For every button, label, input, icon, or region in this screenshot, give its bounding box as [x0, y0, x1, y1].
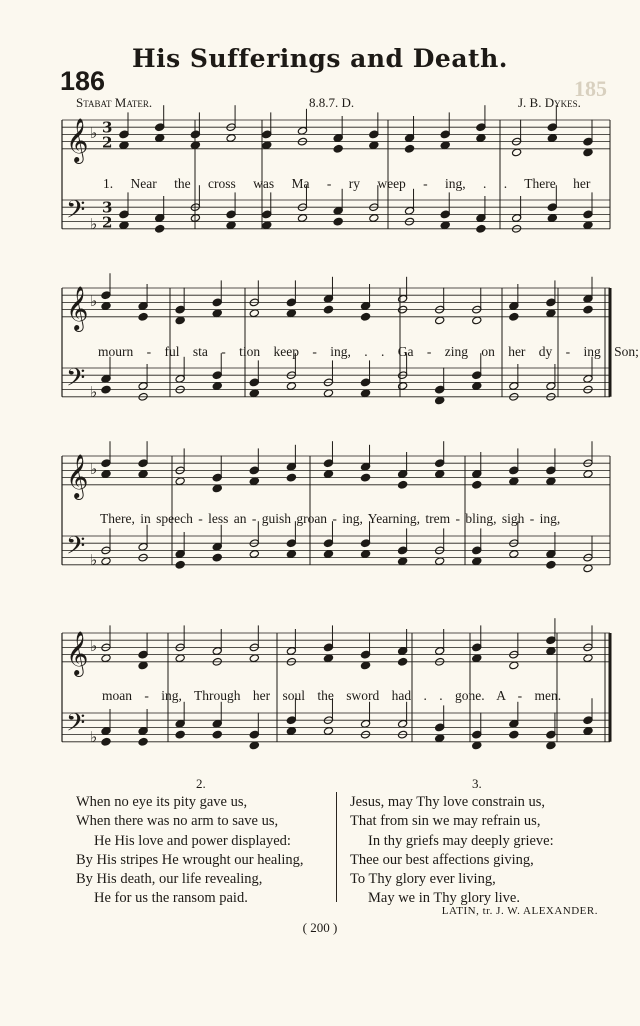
verse-2-line: He His love and power displayed:: [94, 832, 291, 849]
note-head: [398, 382, 408, 391]
note-head: [509, 312, 519, 321]
note-head: [369, 214, 379, 223]
note-head: [398, 657, 408, 666]
note-head: [262, 141, 272, 150]
note-head: [509, 661, 519, 670]
note-head: [101, 737, 111, 746]
lyric-line-4: moan - ing, Through her soul the sword had . . gone. A - men.: [102, 688, 562, 703]
verse-2-number: 2.: [196, 776, 206, 791]
verse-3-line: May we in Thy glory live.: [368, 890, 520, 907]
note-head: [226, 134, 236, 143]
note-head: [435, 316, 445, 325]
flat-icon: ♭: [90, 637, 98, 655]
note-head: [249, 477, 259, 486]
note-head: [509, 730, 519, 739]
note-head: [360, 550, 370, 559]
note-head: [583, 564, 593, 573]
note-head: [226, 221, 236, 230]
note-head: [360, 661, 370, 670]
verse-2-line: By His stripes He wrought our healing,: [76, 851, 304, 868]
note-head: [360, 312, 370, 321]
verse-2-line: He for us the ransom paid.: [94, 890, 248, 907]
note-head: [175, 654, 185, 663]
note-head: [546, 647, 556, 656]
note-head: [472, 382, 482, 391]
note-head: [547, 214, 557, 223]
verse-3-line: In thy griefs may deeply grieve:: [368, 832, 554, 849]
note-head: [509, 550, 519, 559]
note-head: [476, 224, 486, 233]
note-head: [249, 550, 259, 559]
note-head: [323, 305, 333, 314]
note-head: [472, 741, 482, 750]
flat-icon: ♭: [90, 727, 98, 746]
note-head: [249, 741, 259, 750]
note-head: [212, 382, 222, 391]
note-head: [323, 727, 333, 736]
note-head: [472, 316, 482, 325]
verse-2-line: When there was no arm to save us,: [76, 813, 279, 830]
note-head: [583, 305, 593, 314]
note-head: [249, 309, 259, 318]
note-head: [472, 557, 482, 566]
lyric-line-3: There, in speech - less an - guish groan - ing, Yearning, trem - bling, sigh - ing,: [100, 511, 561, 526]
note-head: [101, 470, 111, 479]
note-head: [323, 389, 333, 398]
note-head: [286, 727, 296, 736]
time-signature: 3: [102, 198, 113, 217]
note-head: [546, 477, 556, 486]
note-head: [212, 730, 222, 739]
flat-icon: ♭: [90, 460, 98, 478]
note-head: [101, 302, 111, 311]
note-head: [583, 727, 593, 736]
flat-icon: ♭: [90, 292, 98, 310]
note-head: [155, 224, 165, 233]
note-head: [360, 389, 370, 398]
note-head: [546, 741, 556, 750]
note-head: [509, 477, 519, 486]
bleed-through-page-number: 185: [574, 76, 607, 101]
note-head: [212, 309, 222, 318]
composer: J. B. Dykes.: [518, 95, 581, 110]
hymn-title: His Sufferings and Death.: [132, 44, 508, 73]
time-signature: 3: [102, 118, 113, 137]
note-head: [333, 144, 343, 153]
note-head: [175, 560, 185, 569]
verse-3-line: To Thy glory ever living,: [350, 871, 496, 888]
note-head: [249, 654, 259, 663]
note-head: [262, 221, 272, 230]
lyric-line-2: mourn - ful sta - tion keep - ing, . . Ga - zing on her dy - ing Son;: [98, 344, 639, 359]
verse-2: [76, 793, 304, 909]
note-head: [138, 661, 148, 670]
verse-3-number: 3.: [472, 776, 482, 791]
note-head: [435, 396, 445, 405]
verse-3-line: Jesus, may Thy love constrain us,: [350, 794, 546, 810]
note-head: [155, 134, 165, 143]
flat-icon: ♭: [90, 124, 98, 142]
bass-clef-icon: 𝄢: [66, 363, 86, 399]
note-head: [333, 217, 343, 226]
note-head: [119, 141, 129, 150]
note-head: [138, 737, 148, 746]
note-head: [323, 470, 333, 479]
note-head: [472, 480, 482, 489]
note-head: [175, 730, 185, 739]
note-head: [212, 553, 222, 562]
note-head: [323, 550, 333, 559]
verse-divider: [336, 792, 337, 902]
flat-icon: ♭: [90, 550, 98, 569]
page-number: ( 200 ): [302, 920, 338, 935]
verse-3: [350, 793, 554, 909]
note-head: [583, 148, 593, 157]
note-head: [101, 557, 111, 566]
note-head: [440, 221, 450, 230]
note-head: [249, 389, 259, 398]
note-head: [547, 134, 557, 143]
note-head: [286, 309, 296, 318]
treble-clef-icon: 𝄞: [66, 285, 89, 330]
meter: 8.8.7. D.: [309, 95, 355, 110]
note-head: [435, 734, 445, 743]
bass-clef-icon: 𝄢: [66, 708, 86, 744]
verse-3-line: Thee our best affections giving,: [350, 851, 534, 868]
tune-name: Stabat Mater.: [76, 95, 153, 110]
note-head: [369, 141, 379, 150]
verse-2-line: By His death, our life revealing,: [76, 871, 263, 888]
note-head: [138, 312, 148, 321]
bass-clef-icon: 𝄢: [66, 531, 86, 567]
note-head: [583, 654, 593, 663]
lyric-line-1: 1. Near the cross was Ma - ry weep - ing, . . There her: [103, 176, 591, 191]
note-head: [583, 470, 593, 479]
note-head: [360, 473, 370, 482]
note-head: [297, 214, 307, 223]
note-head: [512, 148, 522, 157]
note-head: [583, 221, 593, 230]
verse-3-line: That from sin we may refrain us,: [350, 813, 541, 830]
note-head: [138, 470, 148, 479]
bass-clef-icon: 𝄢: [66, 195, 86, 231]
note-head: [398, 557, 408, 566]
treble-clef-icon: 𝄞: [66, 630, 89, 675]
treble-clef-icon: 𝄞: [66, 453, 89, 498]
note-head: [119, 221, 129, 230]
treble-clef-icon: 𝄞: [66, 117, 89, 162]
note-head: [398, 480, 408, 489]
note-head: [101, 654, 111, 663]
note-head: [175, 316, 185, 325]
note-head: [212, 484, 222, 493]
note-head: [476, 134, 486, 143]
translation-credit: LATIN, tr. J. W. ALEXANDER.: [441, 905, 598, 917]
flat-icon: ♭: [90, 214, 98, 233]
note-head: [404, 144, 414, 153]
flat-icon: ♭: [90, 382, 98, 401]
note-head: [472, 654, 482, 663]
hymn-number: 186: [60, 66, 106, 96]
note-head: [546, 309, 556, 318]
time-signature: 2: [102, 133, 113, 152]
note-head: [175, 477, 185, 486]
note-head: [286, 382, 296, 391]
note-head: [101, 385, 111, 394]
note-head: [440, 141, 450, 150]
note-head: [435, 557, 445, 566]
note-head: [286, 473, 296, 482]
time-signature: 2: [102, 213, 113, 232]
note-head: [286, 550, 296, 559]
note-head: [323, 654, 333, 663]
note-head: [435, 470, 445, 479]
note-head: [546, 560, 556, 569]
verse-2-line: When no eye its pity gave us,: [76, 794, 248, 810]
